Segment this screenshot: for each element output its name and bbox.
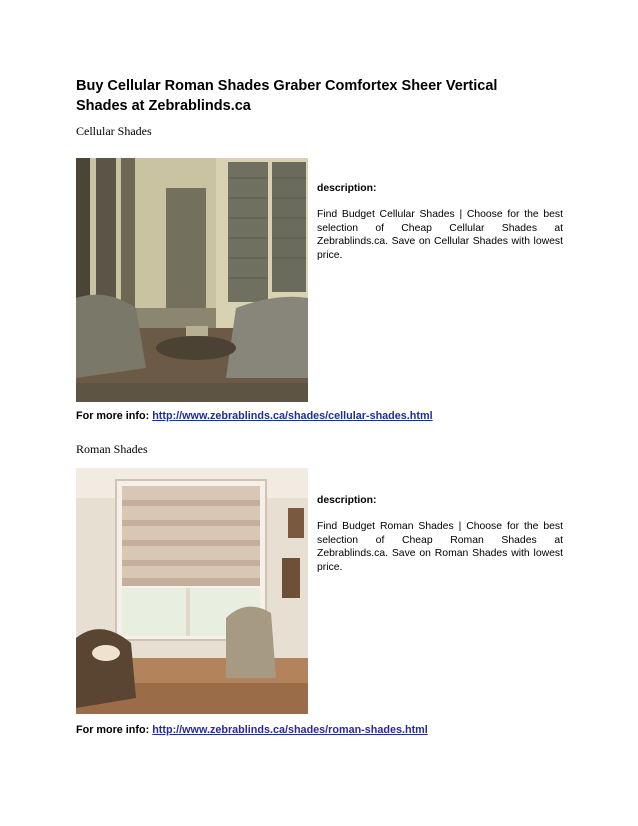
more-info-label: For more info: xyxy=(76,724,150,736)
description-heading: description: xyxy=(317,495,377,506)
section-label-cellular: Cellular Shades xyxy=(76,124,152,138)
more-info-cellular xyxy=(76,410,433,422)
cellular-shades-link[interactable]: http://www.zebrablinds.ca/shades/cellular-shades.html xyxy=(152,410,433,422)
more-info-label: For more info: xyxy=(76,410,150,422)
description-text: Find Budget Cellular Shades | Choose for the best selection of Cheap Cellular Shades at Zebrablinds.ca. Save on Cellular Shades with lowest price. xyxy=(317,209,563,261)
section-label-roman: Roman Shades xyxy=(76,442,148,456)
roman-shades-link[interactable]: http://www.zebrablinds.ca/shades/roman-shades.html xyxy=(152,724,428,736)
roman-shades-photo xyxy=(76,468,308,714)
description-heading: description: xyxy=(317,183,377,194)
roman-description xyxy=(317,494,563,574)
cellular-shades-photo xyxy=(76,158,308,402)
cellular-description xyxy=(317,182,563,262)
page-title: Buy Cellular Roman Shades Graber Comfortex Sheer Vertical Shades at Zebrablinds.ca xyxy=(76,78,498,114)
description-text: Find Budget Roman Shades | Choose for the best selection of Cheap Roman Shades at Zebrablinds.ca. Save on Roman Shades with lowest price. xyxy=(317,521,563,573)
more-info-roman xyxy=(76,724,428,736)
